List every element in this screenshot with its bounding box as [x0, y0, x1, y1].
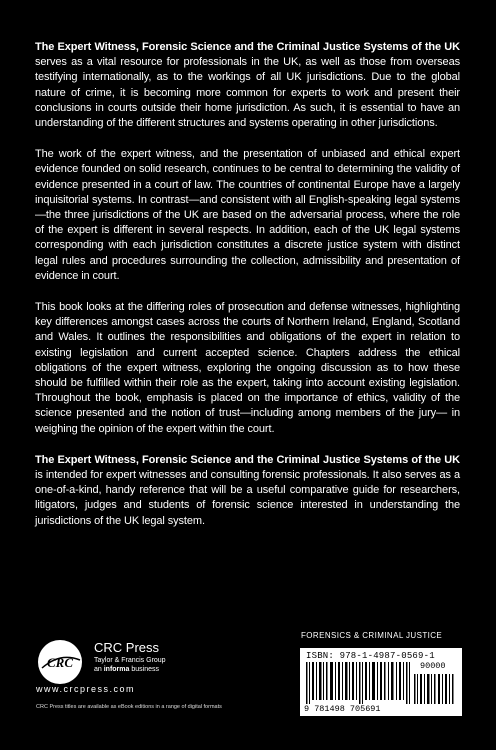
- ebook-note: CRC Press titles are available as eBook editions in a range of digital formats: [36, 704, 222, 710]
- isbn-barcode: [300, 648, 462, 716]
- blurb-text: is intended for expert witnesses and consulting forensic professionals. It also serves as a one-of-a-kind, handy reference that will be a useful comparative guide for researchers, litigators, judges and students of forensic science interested in understanding the jurisdictions of the UK legal system.: [35, 469, 460, 527]
- crc-logo-icon: [36, 638, 84, 686]
- blurb-paragraph-4: [35, 453, 460, 529]
- business-suffix: business: [129, 666, 159, 673]
- business-name: informa: [103, 666, 130, 673]
- barcode-digits: 9 781498 705691: [304, 704, 381, 714]
- blurb-text: serves as a vital resource for professionals in the UK, as well as those from overseas testifying internationally, as to the workings of all UK jurisdictions. Due to the global nature of crime, it is becoming more common for experts to work and present their conclusions in courts outside their home jurisdiction. As such, it is essential to have an understanding of the different structures and systems operating in other jurisdictions.: [35, 56, 460, 130]
- isbn-text: ISBN: 978-1-4987-0569-1: [306, 651, 435, 661]
- blurb-paragraph-3: This book looks at the differing roles of prosecution and defense witnesses, highlighting key differences amongst cases across the courts of Northern Ireland, England, Scotland and Wales. It outlines the responsibilities and obligations of the expert in relation to existing legislation and current accepted science. Chapters address the ethical obligations of the expert witness, exploring the ongoing discussion as to how these should be fulfilled within their role as the expert, taking into account existing legislation. Throughout the book, emphasis is placed on the importance of ethics, validity of the science presented and the notion of trust—including among members of the jury— in weighing the opinion of the expert within the court.: [35, 301, 460, 435]
- blurb-paragraph-2: The work of the expert witness, and the presentation of unbiased and ethical expert evidence founded on solid research, continues to be central to determining the validity of evidence presented in a court of law. The countries of continental Europe have a largely inquisitorial systems. In contrast—and consistent with all English-speaking legal systems—the three jurisdictions of the UK are based on the adversarial process, where the role of the expert is different in several respects. In addition, each of the UK legal systems corresponding with each jurisdiction constitutes a discrete justice system with distinct legal rules and procedures surrounding the collection, admissibility and presentation of evidence in court.: [35, 148, 460, 282]
- publisher-url[interactable]: www.crcpress.com: [36, 684, 136, 694]
- back-cover-blurb: [35, 40, 460, 545]
- barcode-bars-icon: [306, 662, 456, 704]
- publisher-business: [94, 665, 254, 674]
- publisher-group: Taylor & Francis Group: [94, 657, 166, 664]
- business-prefix: an: [94, 666, 104, 673]
- publisher-name: CRC Press: [94, 640, 160, 655]
- price-code: 90000: [420, 661, 446, 671]
- category-label: FORENSICS & CRIMINAL JUSTICE: [301, 631, 443, 640]
- book-title-bold: The Expert Witness, Forensic Science and the Criminal Justice Systems of the UK: [35, 453, 460, 466]
- publisher-block: [94, 640, 254, 674]
- logo-text: CRC: [46, 655, 74, 670]
- blurb-paragraph-1: [35, 40, 460, 131]
- book-title-bold: The Expert Witness, Forensic Science and the Criminal Justice Systems of the UK: [35, 41, 460, 53]
